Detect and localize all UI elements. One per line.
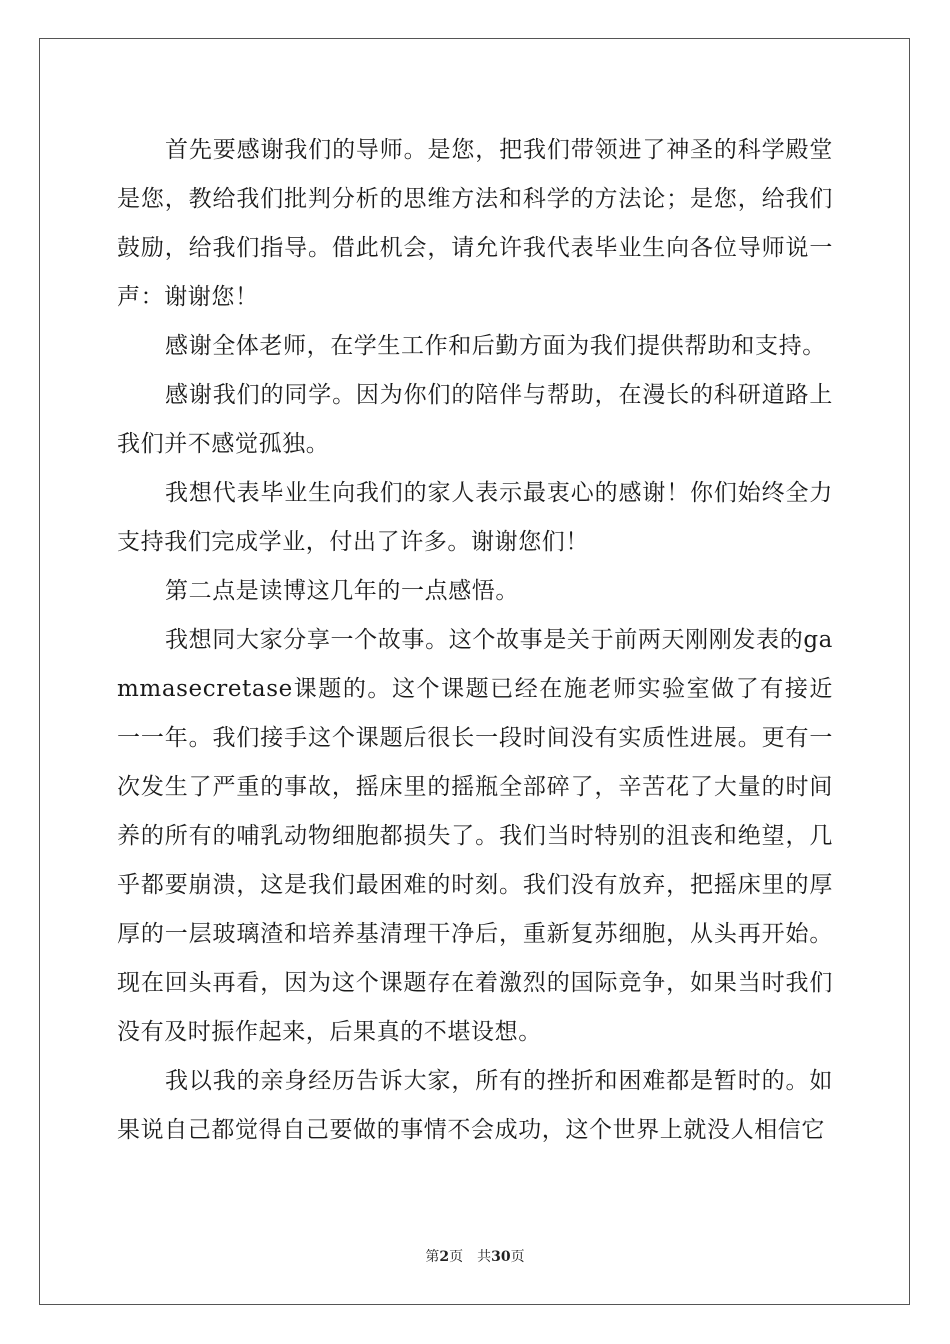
page-prefix: 第 [425, 1249, 440, 1265]
total-pages: 30 [491, 1249, 511, 1265]
paragraph-thanks-family: 我想代表毕业生向我们的家人表示最衷心的感谢！你们始终全力支持我们完成学业，付出了许多。谢谢您们！ [117, 480, 833, 555]
total-prefix: 共 [477, 1249, 492, 1265]
paragraph-story: 我想同大家分享一个故事。这个故事是关于前两天刚刚发表的gammasecretase课题的。这个课题已经在施老师实验室做了有接近一一年。我们接手这个课题后很长一段时间没有实质性进展。更有一次发生了严重的事故，摇床里的摇瓶全部碎了，辛苦花了大量的时间养的所有的哺乳动物细胞都损失了。我们当时特别的沮丧和绝望，几乎都要崩溃，这是我们最困难的时刻。我们没有放弃，把摇床里的厚厚的一层玻璃渣和培养基清理干净后，重新复苏细胞，从头再开始。现在回头再看，因为这个课题存在着激烈的国际竞争，如果当时我们没有及时振作起来，后果真的不堪设想。 [117, 627, 833, 1045]
page-suffix: 页 [449, 1249, 464, 1265]
page-number: 2 [439, 1249, 450, 1265]
paragraph-thanks-supervisors: 首先要感谢我们的导师。是您，把我们带领进了神圣的科学殿堂是您，教给我们批判分析的思维方法和科学的方法论；是您，给我们鼓励，给我们指导。借此机会，请允许我代表毕业生向各位导师说一声：谢谢您！ [117, 137, 833, 310]
total-suffix: 页 [510, 1249, 525, 1265]
paragraph-second-point: 第二点是读博这几年的一点感悟。 [165, 578, 519, 604]
page-footer [0, 1246, 950, 1266]
document-body [117, 126, 833, 1155]
paragraph-experience: 我以我的亲身经历告诉大家，所有的挫折和困难都是暂时的。如果说自己都觉得自己要做的事情不会成功，这个世界上就没人相信它 [117, 1068, 833, 1143]
paragraph-thanks-classmates: 感谢我们的同学。因为你们的陪伴与帮助，在漫长的科研道路上我们并不感觉孤独。 [117, 382, 833, 457]
paragraph-thanks-teachers: 感谢全体老师，在学生工作和后勤方面为我们提供帮助和支持。 [165, 333, 826, 359]
